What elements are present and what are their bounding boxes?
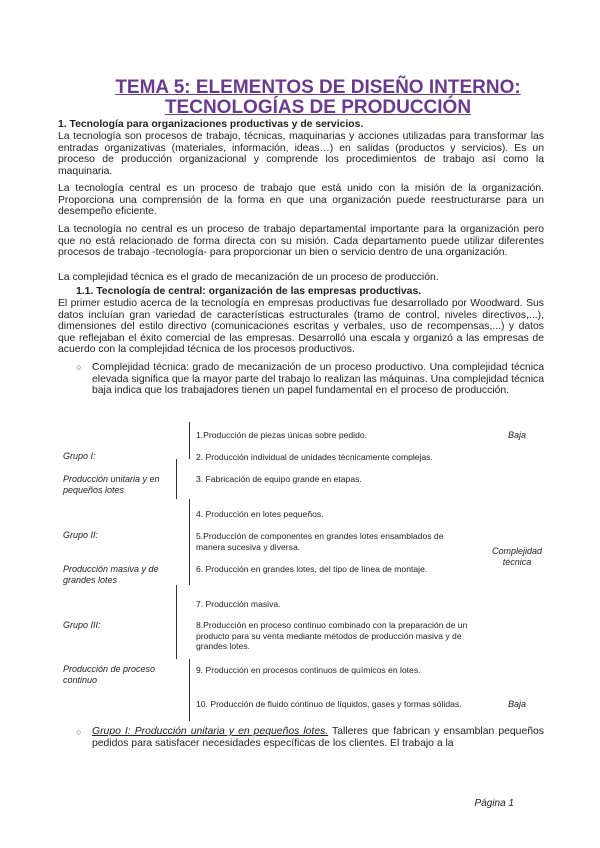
page-number: Página 1	[474, 798, 514, 809]
group-1-desc: Producción unitaria y en pequeños lotes	[63, 474, 160, 495]
bullet-group-1-text: Talleres que fabrican y ensamblan pequeños pedidos para satisfacer necesidades específicas de los clientes. El trabajo a la	[92, 726, 544, 749]
group-2-desc: Producción masiva y de grandes lotes	[63, 564, 159, 585]
table-divider-3	[189, 499, 190, 585]
scale-complexity-label: Complejidad técnica	[491, 546, 543, 567]
table-item-9: 9. Producción en procesos continuos de químicos en lotes.	[196, 665, 421, 675]
table-divider-1	[189, 422, 190, 459]
table-item-2: 2. Producción individual de unidades técnicamente complejas.	[196, 452, 433, 462]
paragraph-central-tech: La tecnología central es un proceso de trabajo que está unido con la misión de la organización. Proporciona una comprensión de la forma en que una organización puede reestructurarse para un desempeño eficiente.	[58, 183, 544, 218]
paragraph-technology: La tecnología son procesos de trabajo, técnicas, maquinarias y acciones utilizadas para transformar las entradas organizativas (materiales, información, ideas…) en salidas (productos y servicios). Es un proceso de producción organizacional y comprende los procedimientos de trabajo así como la maquinaria.	[58, 131, 544, 177]
group-2-label: Grupo II:	[63, 530, 99, 540]
paragraph-complexity: La complejidad técnica es el grado de mecanización de un proceso de producción.	[58, 272, 439, 283]
table-item-1: 1.Producción de piezas únicas sobre pedido.	[196, 430, 368, 440]
title-line-1: TEMA 5: ELEMENTOS DE DISEÑO INTERNO:	[115, 77, 521, 98]
group-1-label: Grupo I:	[63, 451, 96, 461]
table-item-3: 3. Fabricación de equipo grande en etapas.	[196, 474, 362, 484]
bullet-circle-icon: ○	[76, 362, 82, 372]
bullet-group-1	[92, 726, 544, 749]
paragraph-noncentral-tech: La tecnología no central es un proceso de trabajo departamental importante para la organización pero que no está relacionado de forma directa con su misión. Cada departamento puede utilizar diferentes procesos de trabajo -tecnología- para proporcionar un bien o servicio dentro de una organización.	[58, 224, 544, 259]
title-line-2: TECNOLOGÍAS DE PRODUCCIÓN	[164, 97, 472, 118]
table-item-6: 6. Producción en grandes lotes, del tipo de línea de montaje.	[196, 564, 428, 574]
section-1-1-heading: 1.1. Tecnología de central: organización de las empresas productivas.	[76, 286, 422, 297]
table-item-10: 10. Producción de fluido continuo de líquidos, gases y formas sólidas.	[196, 699, 462, 709]
scale-low-bottom: Baja	[507, 699, 526, 709]
scale-low-top: Baja	[507, 430, 526, 440]
group-3-label: Grupo III:	[63, 620, 101, 630]
table-divider-5	[189, 659, 190, 721]
bullet-circle-icon: ○	[76, 727, 82, 737]
paragraph-woodward: El primer estudio acerca de la tecnología en empresas productivas fue desarrollado por Woodward. Sus datos incluían gran variedad de características estructurales (tramo de control, niveles directivos,...), dimensiones del estilo directivo (comunicaciones escritas y verbales, uso de recompensas,...) y datos que reflejaban el éxito comercial de las empresas. Desarrolló una escala y organizó a las empresas de acuerdo con la complejidad técnica de los procesos productivos.	[58, 298, 544, 356]
section-1-heading: 1. Tecnología para organizaciones productivas y de servicios.	[58, 119, 364, 130]
group-3-desc: Producción de proceso continuo	[63, 664, 156, 685]
table-item-7: 7. Producción masiva.	[196, 599, 281, 609]
table-item-5: 5.Producción de componentes en grandes lotes ensamblados de manera sucesiva y diversa.	[196, 531, 444, 552]
table-item-4: 4. Producción en lotes pequeños.	[196, 509, 324, 519]
bullet-complexity: Complejidad técnica: grado de mecanización de un proceso productivo. Una complejidad técnica elevada significa que la mayor parte del trabajo lo realizan las máquinas. Una complejidad técnica baja indica que los trabajadores tienen un papel fundamental en el proceso de producción.	[92, 362, 544, 397]
bullet-group-1-lead: Grupo I: Producción unitaria y en pequeños lotes.	[92, 726, 329, 737]
table-item-8: 8.Producción en proceso continuo combinado con la preparación de un producto para su venta mediante métodos de producción masiva y de grandes lotes.	[196, 620, 468, 651]
